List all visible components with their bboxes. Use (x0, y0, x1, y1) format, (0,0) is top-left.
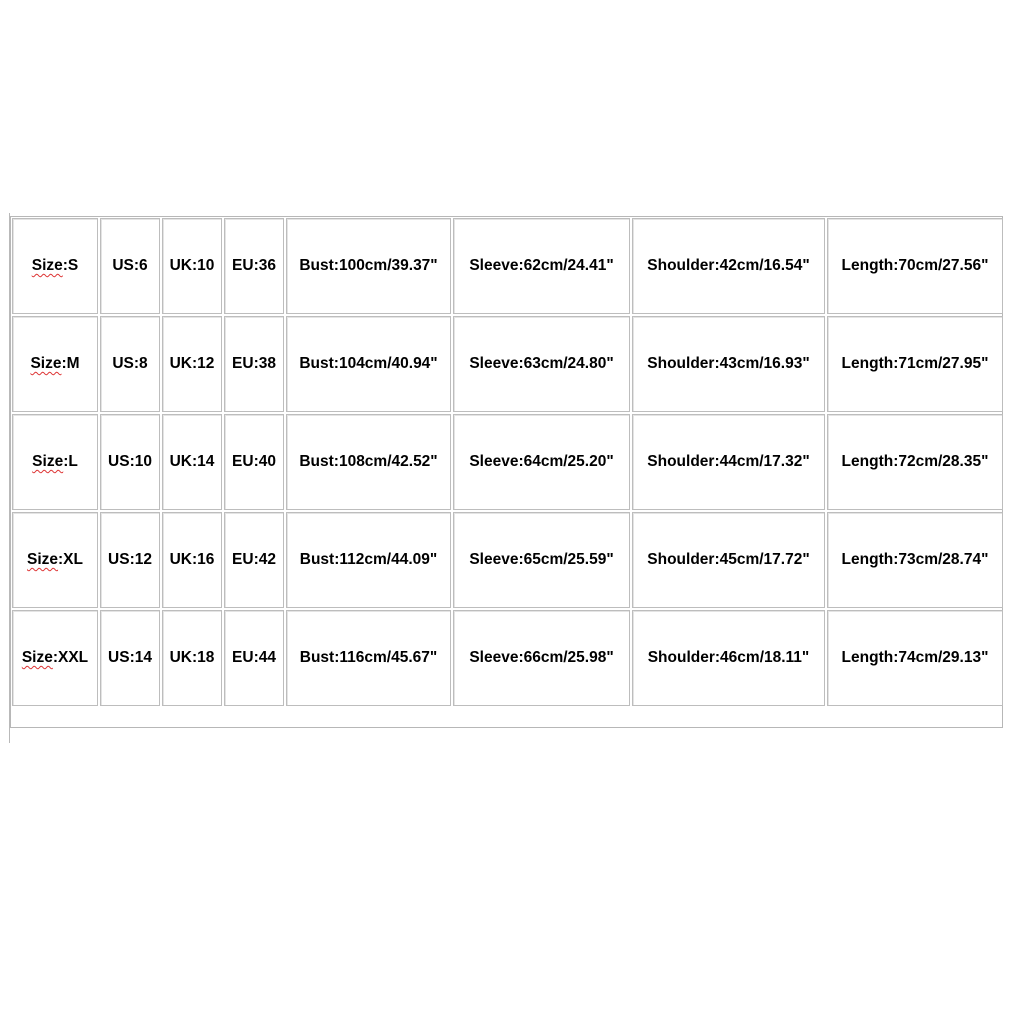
eu-size-cell: EU:36 (224, 218, 284, 314)
size-cell (12, 512, 98, 608)
us-size-cell: US:6 (100, 218, 160, 314)
uk-size-cell: UK:10 (162, 218, 222, 314)
size-row-xxl (12, 610, 1003, 706)
shoulder-cell: Shoulder:46cm/18.11" (632, 610, 825, 706)
eu-size-cell: EU:44 (224, 610, 284, 706)
shoulder-cell: Shoulder:43cm/16.93" (632, 316, 825, 412)
us-size-cell: US:14 (100, 610, 160, 706)
size-label: Size (27, 551, 59, 568)
shoulder-cell: Shoulder:45cm/17.72" (632, 512, 825, 608)
size-label: Size (32, 453, 64, 470)
size-value: :XL (58, 551, 83, 568)
shoulder-cell: Shoulder:44cm/17.32" (632, 414, 825, 510)
size-value: :M (61, 355, 80, 372)
length-cell: Length:73cm/28.74" (827, 512, 1003, 608)
size-value: :XXL (52, 649, 89, 666)
size-value: :S (62, 257, 79, 274)
uk-size-cell: UK:16 (162, 512, 222, 608)
size-value: :L (63, 453, 78, 470)
size-cell (12, 610, 98, 706)
eu-size-cell: EU:38 (224, 316, 284, 412)
bust-cell: Bust:112cm/44.09" (286, 512, 451, 608)
sleeve-cell: Sleeve:63cm/24.80" (453, 316, 630, 412)
length-cell: Length:74cm/29.13" (827, 610, 1003, 706)
size-cell (12, 316, 98, 412)
size-cell (12, 218, 98, 314)
size-label: Size (31, 257, 63, 274)
us-size-cell: US:8 (100, 316, 160, 412)
size-label: Size (21, 649, 53, 666)
uk-size-cell: UK:14 (162, 414, 222, 510)
size-row-s (12, 218, 1003, 314)
size-label: Size (30, 355, 62, 372)
shoulder-cell: Shoulder:42cm/16.54" (632, 218, 825, 314)
eu-size-cell: EU:42 (224, 512, 284, 608)
bust-cell: Bust:108cm/42.52" (286, 414, 451, 510)
uk-size-cell: UK:12 (162, 316, 222, 412)
sleeve-cell: Sleeve:65cm/25.59" (453, 512, 630, 608)
bust-cell: Bust:116cm/45.67" (286, 610, 451, 706)
sleeve-cell: Sleeve:62cm/24.41" (453, 218, 630, 314)
length-cell: Length:71cm/27.95" (827, 316, 1003, 412)
bust-cell: Bust:100cm/39.37" (286, 218, 451, 314)
sleeve-cell: Sleeve:64cm/25.20" (453, 414, 630, 510)
eu-size-cell: EU:40 (224, 414, 284, 510)
size-row-m (12, 316, 1003, 412)
us-size-cell: US:10 (100, 414, 160, 510)
bust-cell: Bust:104cm/40.94" (286, 316, 451, 412)
size-row-xl (12, 512, 1003, 608)
size-cell (12, 414, 98, 510)
length-cell: Length:70cm/27.56" (827, 218, 1003, 314)
size-row-l (12, 414, 1003, 510)
sleeve-cell: Sleeve:66cm/25.98" (453, 610, 630, 706)
uk-size-cell: UK:18 (162, 610, 222, 706)
size-chart-table (10, 216, 1005, 708)
length-cell: Length:72cm/28.35" (827, 414, 1003, 510)
us-size-cell: US:12 (100, 512, 160, 608)
